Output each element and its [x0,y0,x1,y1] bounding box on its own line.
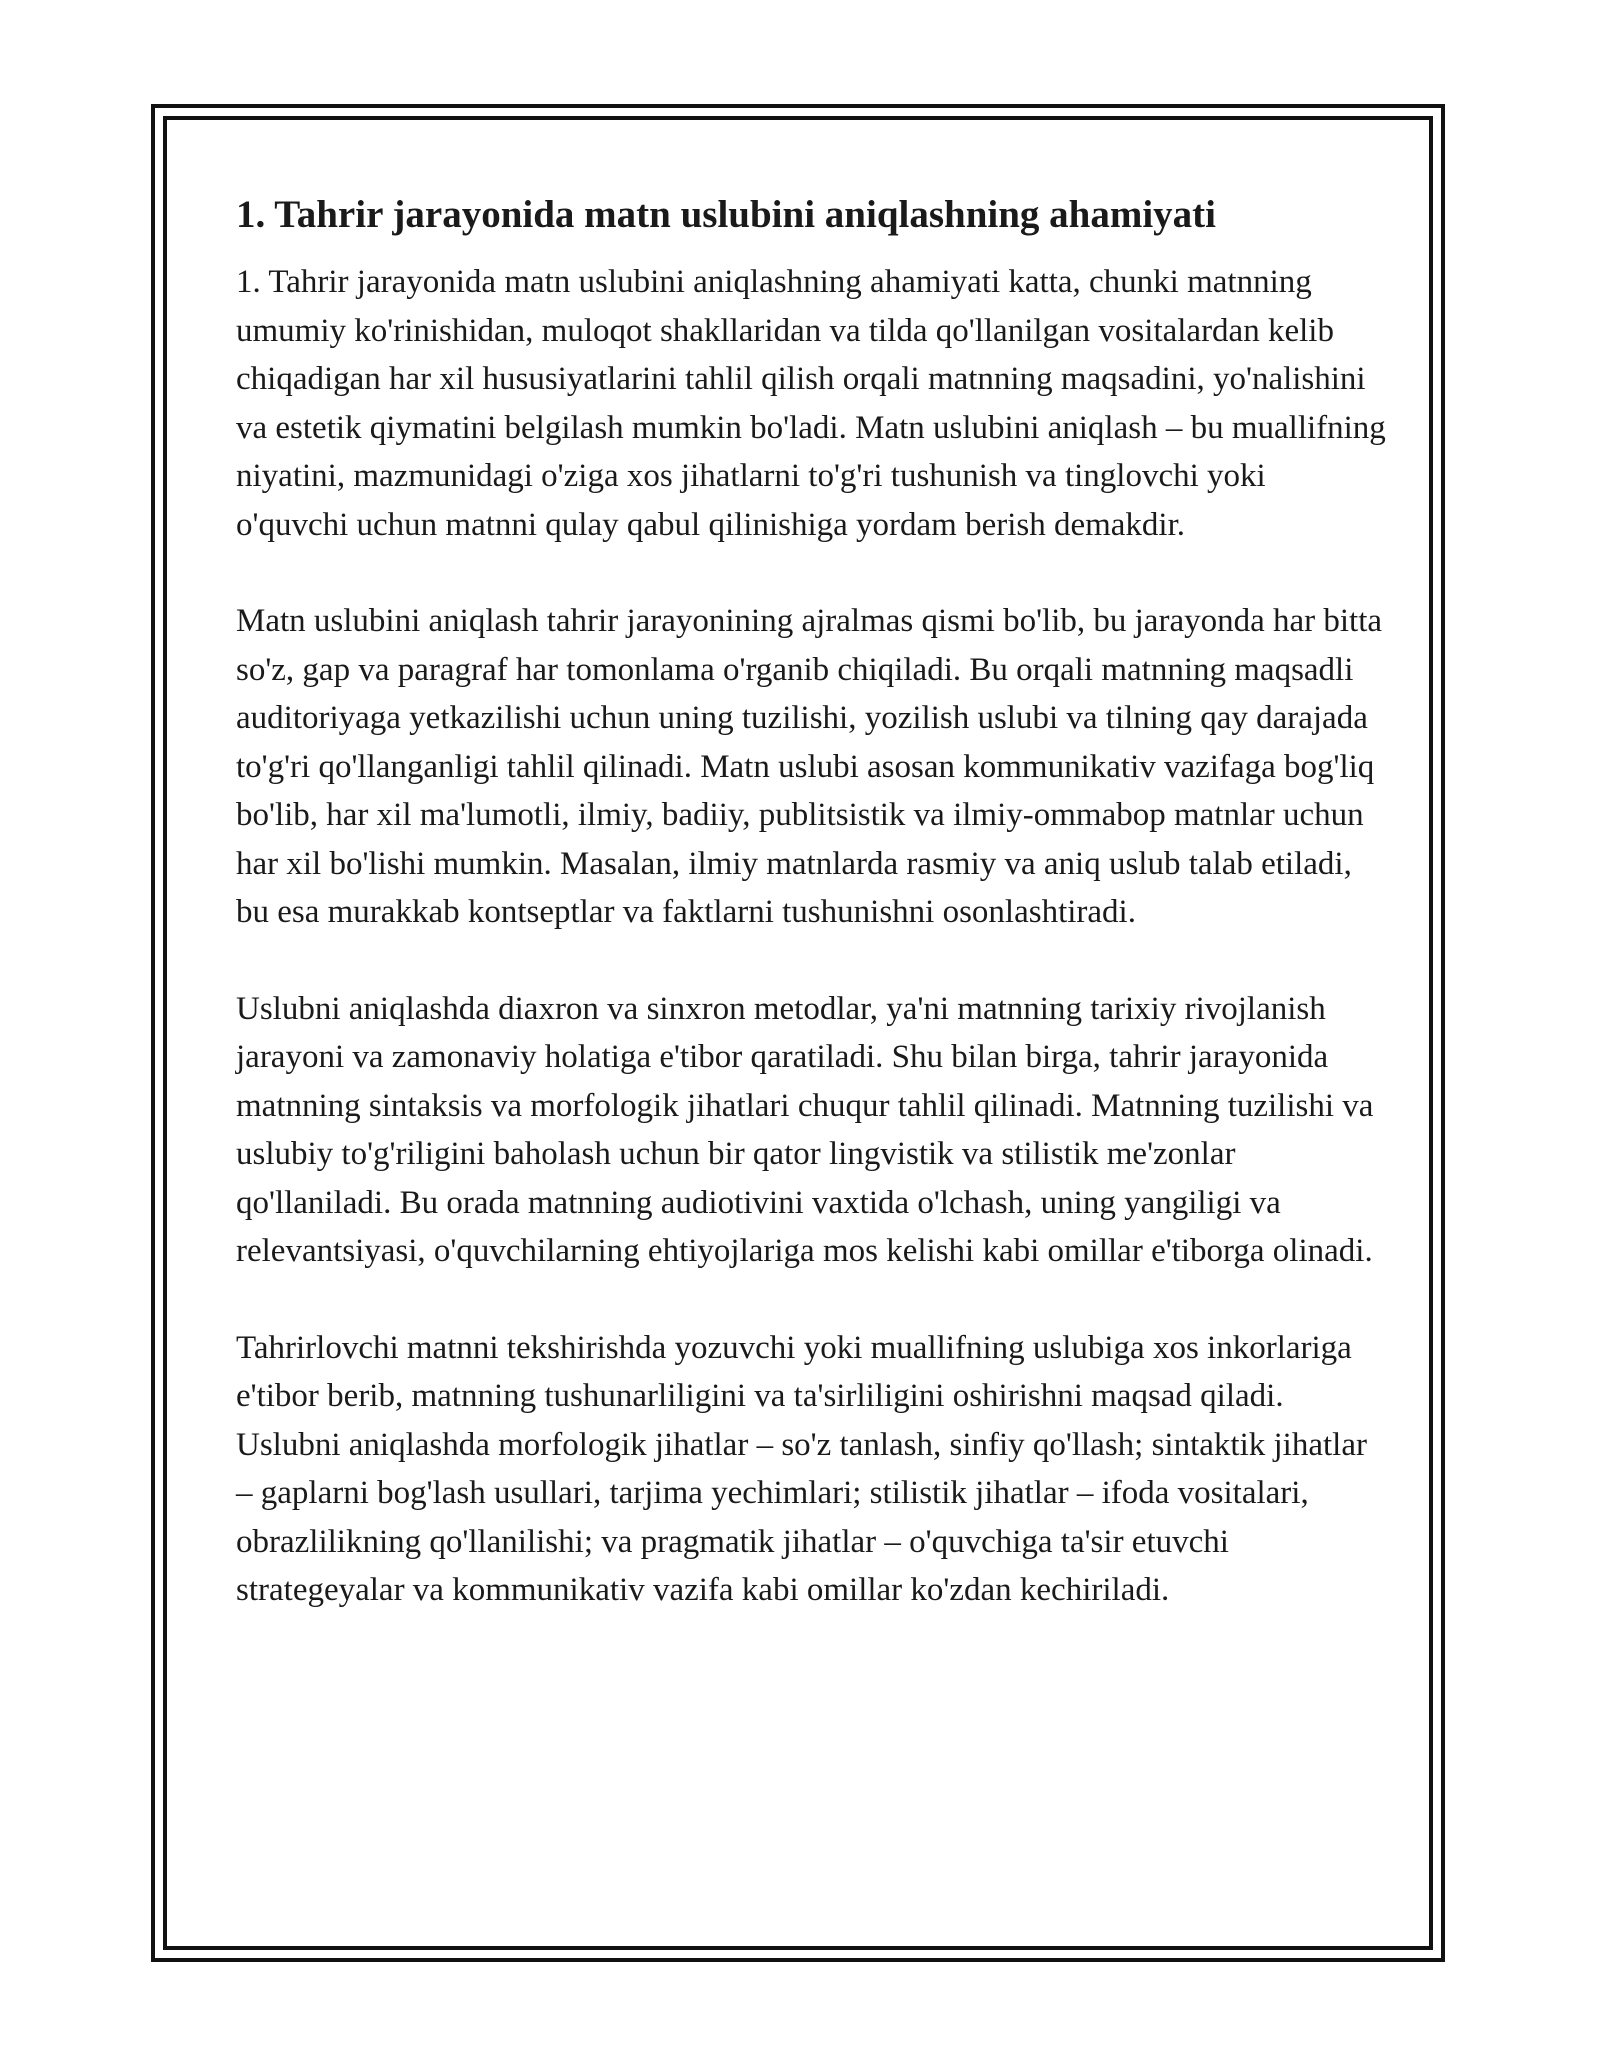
paragraph-3: Uslubni aniqlashda diaxron va sinxron metodlar, ya'ni matnning tarixiy rivojlanish jarayoni va zamonaviy holatiga e'tibor qaratiladi. Shu bilan birga, tahrir jarayonida matnning sintaksis va morfologik jihatlari chuqur tahlil qilinadi. Matnning tuzilishi va uslubiy to'g'riligini baholash uchun bir qator lingvistik va stilistik me'zonlar qo'llaniladi. Bu orada matnning audiotivini vaxtida o'lchash, uning yangiligi va relevantsiyasi, o'quvchilarning ehtiyojlariga mos kelishi kabi omillar e'tiborga olinadi. [236,990,1374,1269]
document-title: 1. Tahrir jarayonida matn uslubini aniqlashning ahamiyati [236,193,1217,236]
document-body [236,186,1386,1615]
paragraph-4: Tahrirlovchi matnni tekshirishda yozuvchi yoki muallifning uslubiga xos inkorlariga e'tibor berib, matnning tushunarliligini va ta'sirliligini oshirishni maqsad qiladi. Uslubni aniqlashda morfologik jihatlar – so'z tanlash, sinfiy qo'llash; sintaktik jihatlar – gaplarni bog'lash usullari, tarjima yechimlari; stilistik jihatlar – ifoda vositalari, obrazlilikning qo'llanilishi; va pragmatik jihatlar – o'quvchiga ta'sir etuvchi strategeyalar va kommunikativ vazifa kabi omillar ko'zdan kechiriladi. [236,1329,1367,1608]
paragraph-2: Matn uslubini aniqlash tahrir jarayonining ajralmas qismi bo'lib, bu jarayonda har bitta so'z, gap va paragraf har tomonlama o'rganib chiqiladi. Bu orqali matnning maqsadli auditoriyaga yetkazilishi uchun uning tuzilishi, yozilish uslubi va tilning qay darajada to'g'ri qo'llanganligi tahlil qilinadi. Matn uslubi asosan kommunikativ vazifaga bog'liq bo'lib, har xil ma'lumotli, ilmiy, badiiy, publitsistik va ilmiy-ommabop matnlar uchun har xil bo'lishi mumkin. Masalan, ilmiy matnlarda rasmiy va aniq uslub talab etiladi, bu esa murakkab kontseptlar va faktlarni tushunishni osonlashtiradi. [236,603,1383,930]
paragraph-1: 1. Tahrir jarayonida matn uslubini aniqlashning ahamiyati katta, chunki matnning umumiy ko'rinishidan, muloqot shakllaridan va tilda qo'llanilgan vositalardan kelib chiqadigan har xil hususiyatlarini tahlil qilish orqali matnning maqsadini, yo'nalishini va estetik qiymatini belgilash mumkin bo'ladi. Matn uslubini aniqlash – bu muallifning niyatini, mazmunidagi o'ziga xos jihatlarni to'g'ri tushunish va tinglovchi yoki o'quvchi uchun matnni qulay qabul qilinishiga yordam berish demakdir. [236,264,1386,543]
